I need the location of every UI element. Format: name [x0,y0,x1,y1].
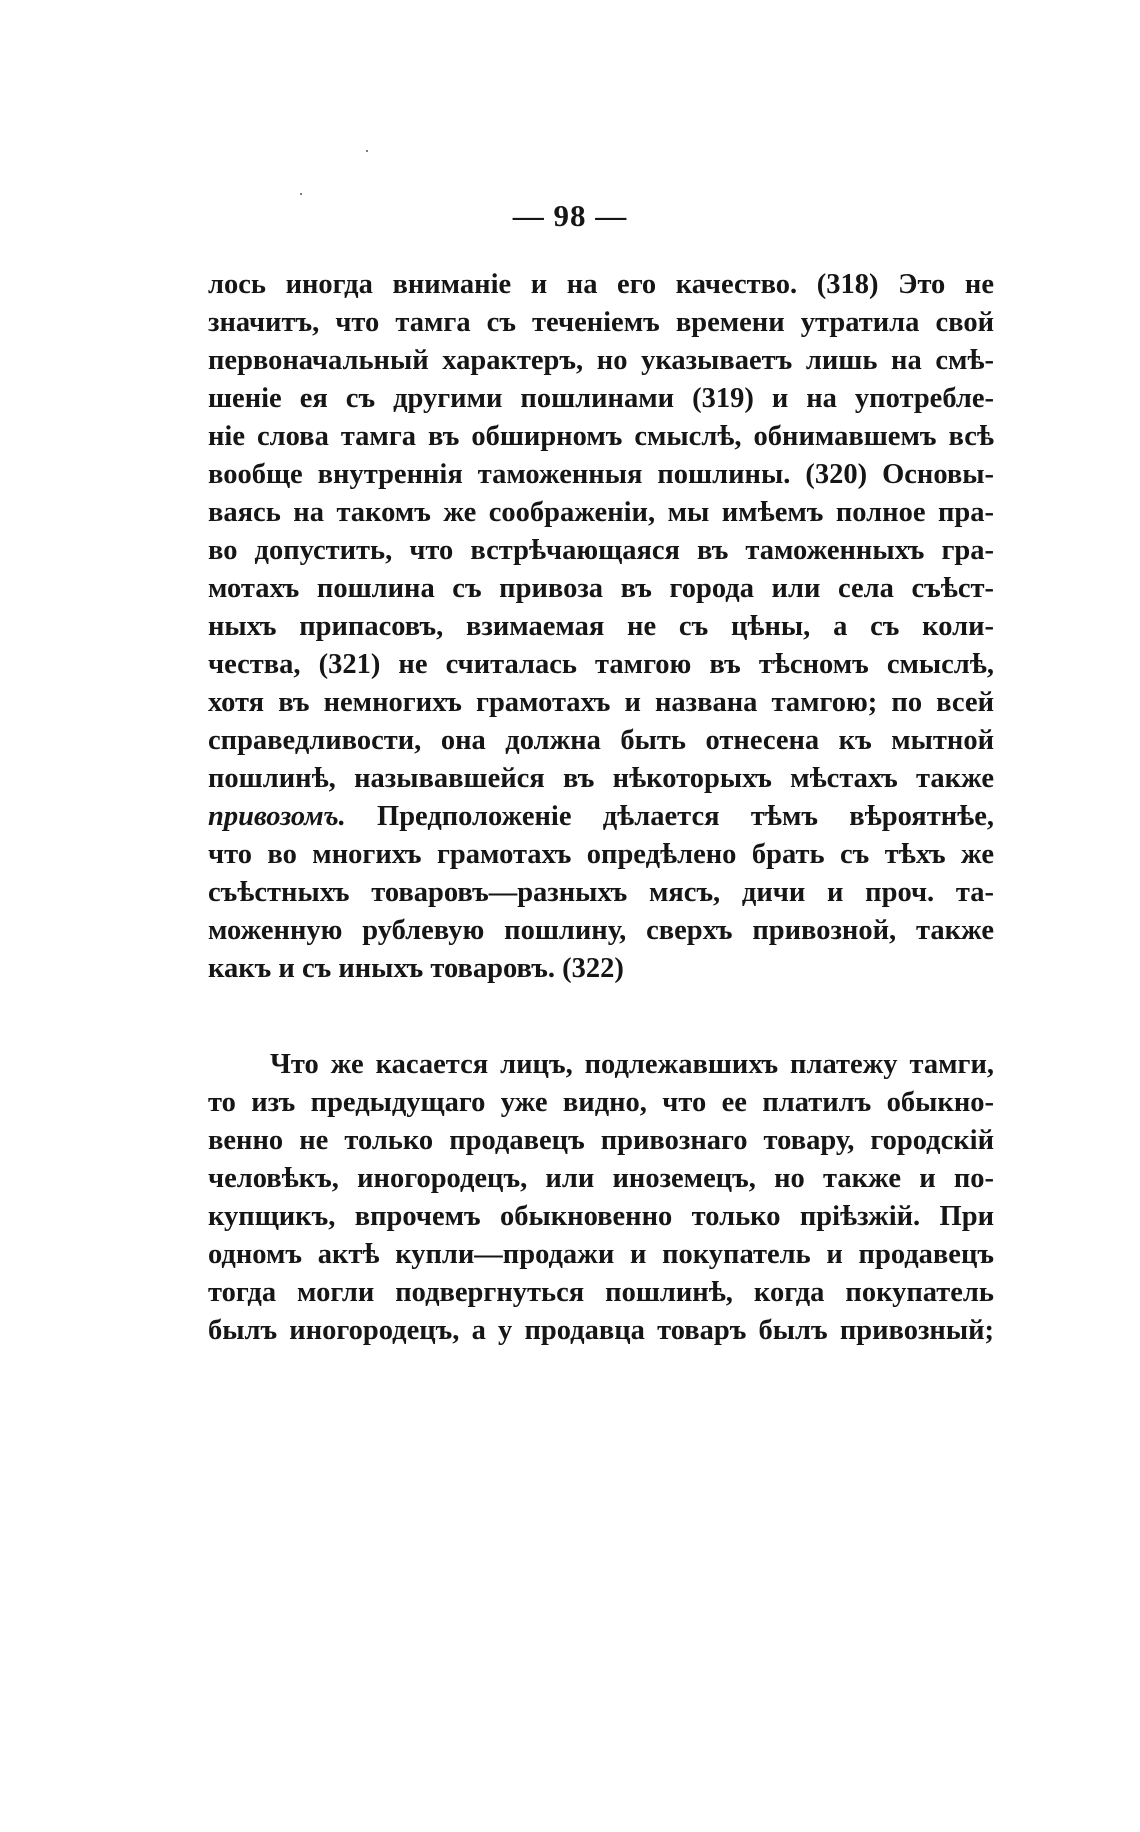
text-line: что во многихъ грамотахъ опредѣлено брать съ тѣхъ же [208,839,994,870]
text-line-mixed [208,798,994,836]
text-line: значитъ, что тамга съ теченіемъ времени утратила свой [208,307,994,338]
text-line: то изъ предыдущаго уже видно, что ее платилъ обыкно- [208,1087,994,1118]
text-line: мотахъ пошлина съ привоза въ города или села съѣст- [208,573,994,604]
page-number: — 98 — [512,198,628,233]
text-line: первоначальный характеръ, но указываетъ лишь на смѣ- [208,345,994,376]
text-line: Что же касается лицъ, подлежавшихъ платежу тамги, [270,1049,994,1080]
text-line: былъ иногородецъ, а у продавца товаръ былъ привозный; [208,1315,994,1346]
text-run: Предположеніе дѣлается тѣмъ вѣроятнѣе, [345,801,994,832]
print-speck [300,193,302,195]
text-line: лось иногда вниманіе и на его качество. (318) Это не [208,269,994,300]
text-line: вообще внутреннія таможенныя пошлины. (320) Основы- [208,459,994,490]
paragraph-2 [208,1046,994,1350]
text-line: справедливости, она должна быть отнесена къ мытной [208,725,994,756]
text-line: человѣкъ, иногородецъ, или иноземецъ, но также и по- [208,1163,994,1194]
text-line: одномъ актѣ купли—продажи и покупатель и продавецъ [208,1239,994,1270]
text-line: моженную рублевую пошлину, сверхъ привозной, также [208,915,994,946]
text-line: хотя въ немногихъ грамотахъ и названа тамгою; по всей [208,687,994,718]
text-line: венно не только продавецъ привознаго товару, городскій [208,1125,994,1156]
text-line: ныхъ припасовъ, взимаемая не съ цѣны, а съ коли- [208,611,994,642]
text-line: во допустить, что встрѣчающаяся въ таможенныхъ гра- [208,535,994,566]
text-line: ваясь на такомъ же соображеніи, мы имѣемъ полное пра- [208,497,994,528]
text-line: ніе слова тамга въ обширномъ смыслѣ, обнимавшемъ всѣ [208,421,994,452]
text-line: съѣстныхъ товаровъ—разныхъ мясъ, дичи и проч. та- [208,877,994,908]
paragraph-1 [208,266,994,988]
text-line: купщикъ, впрочемъ обыкновенно только пріѣзжій. При [208,1201,994,1232]
text-line: тогда могли подвергнуться пошлинѣ, когда покупатель [208,1277,994,1308]
text-line: какъ и съ иныхъ товаровъ. (322) [208,953,624,984]
print-speck [366,150,368,152]
text-line: шеніе ея съ другими пошлинами (319) и на употребле- [208,383,994,414]
text-line: чества, (321) не считалась тамгою въ тѣсномъ смыслѣ, [208,649,994,680]
italic-word: привозомъ. [208,801,346,832]
text-line: пошлинѣ, называвшейся въ нѣкоторыхъ мѣстахъ также [208,763,994,794]
